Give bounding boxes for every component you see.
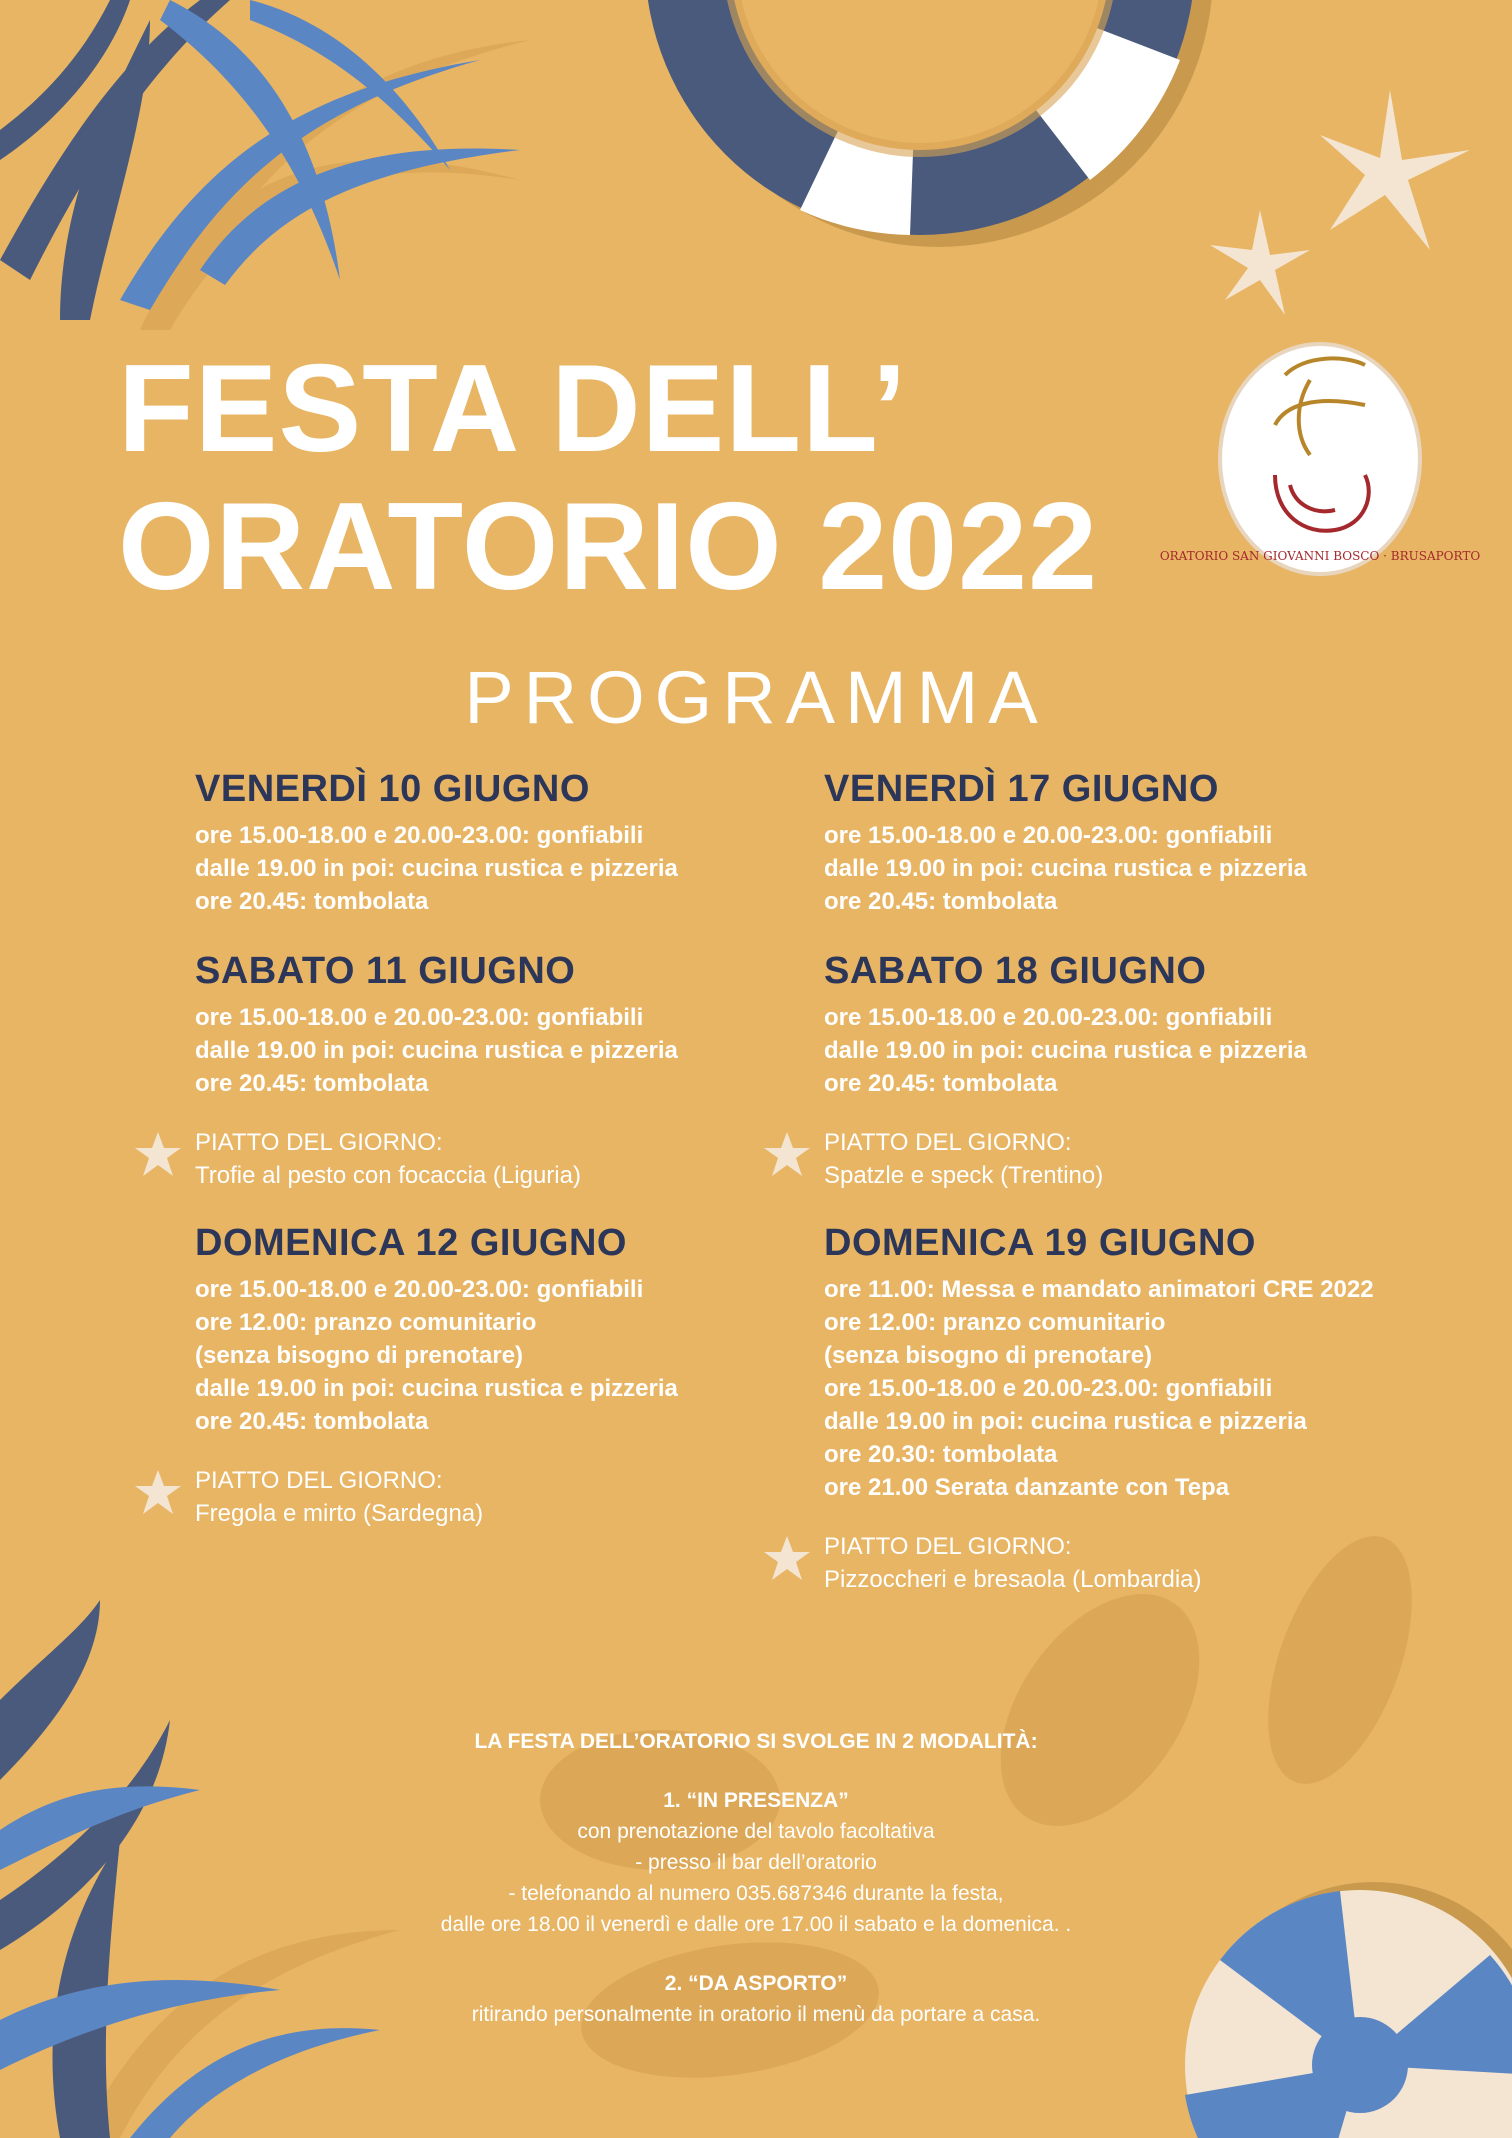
info-block <box>256 1726 1256 2030</box>
page-title <box>118 340 1098 616</box>
schedule-line: ore 21.00 Serata danzante con Tepa <box>824 1474 1230 1501</box>
dish-name: Pizzoccheri e bresaola (Lombardia) <box>824 1566 1202 1593</box>
mode-1-line: con prenotazione del tavolo facoltativa <box>577 1820 935 1843</box>
mode-2-line: ritirando personalmente in oratorio il menù da portare a casa. <box>471 2003 1041 2026</box>
star-icon <box>762 1130 812 1180</box>
schedule-line: ore 20.45: tombolata <box>195 888 429 915</box>
schedule-line: ore 20.30: tombolata <box>824 1441 1058 1468</box>
star-icon <box>133 1468 183 1518</box>
schedule-line: (senza bisogno di prenotare) <box>195 1342 524 1369</box>
mode-2-title: 2. “DA ASPORTO” <box>664 1972 848 1995</box>
schedule-line: dalle 19.00 in poi: cucina rustica e pizzeria <box>195 1375 678 1402</box>
info-intro: LA FESTA DELL’ORATORIO SI SVOLGE IN 2 MODALITÀ: <box>474 1730 1038 1753</box>
schedule-line: ore 12.00: pranzo comunitario <box>824 1309 1166 1336</box>
day-heading: VENERDÌ 10 GIUGNO <box>195 768 590 810</box>
life-ring-icon <box>620 0 1220 250</box>
schedule-line: ore 20.45: tombolata <box>824 1070 1058 1097</box>
schedule-line: dalle 19.00 in poi: cucina rustica e pizzeria <box>824 855 1307 882</box>
schedule-right-column <box>824 768 1444 1626</box>
day-block <box>824 768 1444 918</box>
subtitle: PROGRAMMA <box>464 656 1048 739</box>
day-block <box>195 1222 815 1438</box>
day-block <box>824 950 1444 1100</box>
schedule-line: ore 20.45: tombolata <box>824 888 1058 915</box>
dish-of-the-day <box>195 1126 815 1192</box>
schedule-line: dalle 19.00 in poi: cucina rustica e pizzeria <box>824 1037 1307 1064</box>
dish-label: PIATTO DEL GIORNO: <box>195 1467 443 1494</box>
mode-1-line: - presso il bar dell’oratorio <box>635 1851 877 1874</box>
dish-label: PIATTO DEL GIORNO: <box>824 1533 1072 1560</box>
dish-name: Trofie al pesto con focaccia (Liguria) <box>195 1162 581 1189</box>
mode-1-line: dalle ore 18.00 il venerdì e dalle ore 17.00 il sabato e la domenica. . <box>440 1913 1072 1936</box>
mode-1-title: 1. “IN PRESENZA” <box>663 1789 849 1812</box>
oratorio-logo <box>1159 335 1481 583</box>
schedule-line: ore 15.00-18.00 e 20.00-23.00: gonfiabili <box>195 1004 644 1031</box>
day-block <box>824 1222 1444 1504</box>
schedule-left-column <box>195 768 815 1560</box>
dish-label: PIATTO DEL GIORNO: <box>824 1129 1072 1156</box>
schedule-line: ore 20.45: tombolata <box>195 1408 429 1435</box>
schedule-line: dalle 19.00 in poi: cucina rustica e pizzeria <box>195 855 678 882</box>
schedule-line: ore 15.00-18.00 e 20.00-23.00: gonfiabili <box>824 822 1273 849</box>
dish-name: Spatzle e speck (Trentino) <box>824 1162 1104 1189</box>
schedule-line: ore 20.45: tombolata <box>195 1070 429 1097</box>
mode-1-line: - telefonando al numero 035.687346 durante la festa, <box>508 1882 1004 1905</box>
schedule-line: ore 15.00-18.00 e 20.00-23.00: gonfiabili <box>824 1375 1273 1402</box>
schedule-line: ore 15.00-18.00 e 20.00-23.00: gonfiabili <box>195 1276 644 1303</box>
starfish-icon <box>1180 80 1480 330</box>
day-heading: SABATO 18 GIUGNO <box>824 950 1207 992</box>
title-line-1: FESTA DELL’ <box>118 340 908 478</box>
schedule-line: ore 15.00-18.00 e 20.00-23.00: gonfiabili <box>195 822 644 849</box>
day-block <box>195 768 815 918</box>
star-icon <box>133 1130 183 1180</box>
day-heading: VENERDÌ 17 GIUGNO <box>824 768 1219 810</box>
palm-leaves-top-left <box>0 0 560 330</box>
schedule-line: dalle 19.00 in poi: cucina rustica e pizzeria <box>195 1037 678 1064</box>
day-heading: SABATO 11 GIUGNO <box>195 950 576 992</box>
schedule-line: ore 15.00-18.00 e 20.00-23.00: gonfiabili <box>824 1004 1273 1031</box>
schedule-line: dalle 19.00 in poi: cucina rustica e pizzeria <box>824 1408 1307 1435</box>
day-heading: DOMENICA 19 GIUGNO <box>824 1222 1256 1264</box>
title-line-2: ORATORIO 2022 <box>118 478 1099 616</box>
dish-of-the-day <box>824 1126 1444 1192</box>
day-block <box>195 950 815 1100</box>
schedule-line: ore 11.00: Messa e mandato animatori CRE 2022 <box>824 1276 1374 1303</box>
schedule-line: (senza bisogno di prenotare) <box>824 1342 1153 1369</box>
day-heading: DOMENICA 12 GIUGNO <box>195 1222 627 1264</box>
dish-label: PIATTO DEL GIORNO: <box>195 1129 443 1156</box>
logo-text: ORATORIO SAN GIOVANNI BOSCO · BRUSAPORTO <box>1159 549 1481 563</box>
dish-name: Fregola e mirto (Sardegna) <box>195 1500 484 1527</box>
schedule-line: ore 12.00: pranzo comunitario <box>195 1309 537 1336</box>
